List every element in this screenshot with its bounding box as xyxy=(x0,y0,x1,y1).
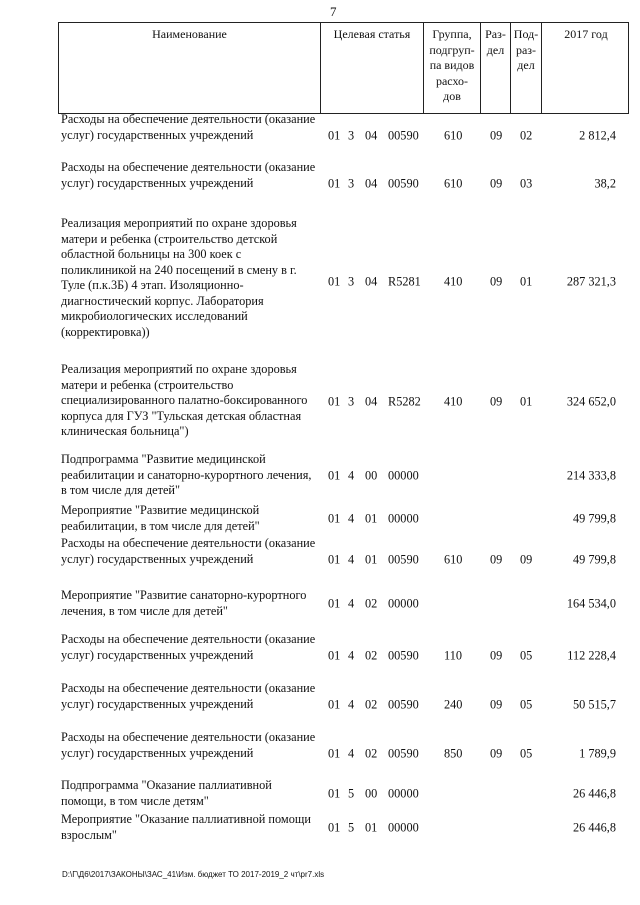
row-d: 00590 xyxy=(388,696,419,711)
row-name: Подпрограмма "Оказание паллиативной помощи, в том числе детям" xyxy=(61,778,272,808)
row-b: 4 xyxy=(348,595,355,610)
page-number: 7 xyxy=(330,4,337,19)
row-a: 01 xyxy=(328,745,341,760)
row-podrazdel: 01 xyxy=(520,394,533,409)
row-b: 3 xyxy=(348,274,355,289)
row-name: Расходы на обеспечение деятельности (оказание услуг) государственных учреждений xyxy=(61,160,316,190)
row-razdel: 09 xyxy=(490,745,503,760)
row-value: 38,2 xyxy=(594,175,616,190)
row-b: 3 xyxy=(348,175,355,190)
row-d: 00000 xyxy=(388,785,419,800)
row-name: Расходы на обеспечение деятельности (оказание услуг) государственных учреждений xyxy=(61,112,316,142)
row-b: 4 xyxy=(348,745,355,760)
table-header xyxy=(58,22,629,114)
row-d: R5282 xyxy=(388,394,421,409)
row-b: 3 xyxy=(348,394,355,409)
header-year: 2017 год xyxy=(564,27,608,41)
row-d: 00000 xyxy=(388,819,419,834)
row-d: 00590 xyxy=(388,647,419,662)
table-row xyxy=(58,216,629,348)
row-name: Мероприятие "Развитие санаторно-курортного лечения, в том числе для детей" xyxy=(61,588,307,618)
file-path-footer: D:\Г\Д6\2017\ЗАКОНЫ\ЗАС_41\Изм. бюджет ТО 2017-2019_2 чт\pr7.xls xyxy=(62,870,325,879)
row-value: 26 446,8 xyxy=(572,819,616,834)
row-value: 26 446,8 xyxy=(572,785,616,800)
row-c: 01 xyxy=(365,510,378,525)
row-c: 04 xyxy=(365,394,378,409)
row-value: 214 333,8 xyxy=(566,467,616,482)
row-group: 610 xyxy=(444,127,463,142)
row-c: 04 xyxy=(365,175,378,190)
row-d: 00000 xyxy=(388,595,419,610)
row-name: Расходы на обеспечение деятельности (оказание услуг) государственных учреждений xyxy=(61,536,316,566)
row-value: 324 652,0 xyxy=(566,394,616,409)
row-podrazdel: 09 xyxy=(520,551,533,566)
row-a: 01 xyxy=(328,127,341,142)
table-row xyxy=(58,632,629,679)
row-name: Расходы на обеспечение деятельности (оказание услуг) государственных учреждений xyxy=(61,681,316,711)
row-name: Подпрограмма "Развитие медицинской реабилитации и санаторно-курортного лечения, в том числе для детей" xyxy=(61,452,312,497)
row-b: 4 xyxy=(348,510,355,525)
row-c: 02 xyxy=(365,595,378,610)
table-row xyxy=(58,778,629,809)
row-c: 01 xyxy=(365,819,378,834)
row-group: 240 xyxy=(444,696,463,711)
row-d: 00590 xyxy=(388,551,419,566)
row-a: 01 xyxy=(328,274,341,289)
row-a: 01 xyxy=(328,696,341,711)
row-c: 04 xyxy=(365,127,378,142)
row-value: 49 799,8 xyxy=(572,551,616,566)
row-name: Мероприятие "Оказание паллиативной помощи взрослым" xyxy=(61,812,311,842)
row-a: 01 xyxy=(328,467,341,482)
row-name: Расходы на обеспечение деятельности (оказание услуг) государственных учреждений xyxy=(61,730,316,760)
row-podrazdel: 02 xyxy=(520,127,533,142)
row-value: 49 799,8 xyxy=(572,510,616,525)
table-row xyxy=(58,160,629,207)
row-razdel: 09 xyxy=(490,274,503,289)
table-row xyxy=(58,588,629,619)
header-name: Наименование xyxy=(59,23,321,113)
row-c: 02 xyxy=(365,647,378,662)
row-d: 00590 xyxy=(388,745,419,760)
row-a: 01 xyxy=(328,595,341,610)
table-row xyxy=(58,362,629,442)
row-name: Мероприятие "Развитие медицинской реабилитации, в том числе для детей" xyxy=(61,503,260,533)
table-row xyxy=(58,536,629,583)
row-razdel: 09 xyxy=(490,551,503,566)
row-razdel: 09 xyxy=(490,394,503,409)
row-d: R5281 xyxy=(388,274,421,289)
table-row xyxy=(58,112,629,159)
row-name: Реализация мероприятий по охране здоровья матери и ребенка (строительство детской областной больницы на 300 коек с поликлиникой на 240 посещений в смену в г. Туле (п.к.3Б) 4 этап. Изоляционно-диагностический корпус. Лаборатория микробиологических исследований (корректировка)) xyxy=(61,216,297,339)
row-group: 410 xyxy=(444,394,463,409)
row-c: 00 xyxy=(365,785,378,800)
row-group: 850 xyxy=(444,745,463,760)
row-value: 164 534,0 xyxy=(566,595,616,610)
header-podrazdel: Под- раз- дел xyxy=(511,23,542,113)
table-row xyxy=(58,452,629,499)
row-group: 410 xyxy=(444,274,463,289)
row-c: 02 xyxy=(365,745,378,760)
row-b: 4 xyxy=(348,696,355,711)
row-a: 01 xyxy=(328,785,341,800)
row-a: 01 xyxy=(328,647,341,662)
row-a: 01 xyxy=(328,175,341,190)
row-razdel: 09 xyxy=(490,647,503,662)
row-name: Расходы на обеспечение деятельности (оказание услуг) государственных учреждений xyxy=(61,632,316,662)
table-row xyxy=(58,503,629,534)
row-value: 287 321,3 xyxy=(566,274,616,289)
table-row xyxy=(58,812,629,843)
table-row xyxy=(58,730,629,777)
row-razdel: 09 xyxy=(490,696,503,711)
row-razdel: 09 xyxy=(490,175,503,190)
row-d: 00590 xyxy=(388,175,419,190)
row-podrazdel: 05 xyxy=(520,696,533,711)
header-target: Целевая статья xyxy=(321,23,424,113)
row-value: 50 515,7 xyxy=(572,696,616,711)
row-c: 00 xyxy=(365,467,378,482)
row-b: 5 xyxy=(348,819,355,834)
row-group: 110 xyxy=(444,647,462,662)
row-name: Реализация мероприятий по охране здоровья матери и ребенка (строительство специализированного палатно-боксированного корпуса для ГУЗ "Тульская детская областная клиническая больница") xyxy=(61,362,308,438)
row-group: 610 xyxy=(444,551,463,566)
row-b: 3 xyxy=(348,127,355,142)
row-d: 00590 xyxy=(388,127,419,142)
row-d: 00000 xyxy=(388,467,419,482)
row-a: 01 xyxy=(328,394,341,409)
table-row xyxy=(58,681,629,728)
row-podrazdel: 01 xyxy=(520,274,533,289)
row-podrazdel: 03 xyxy=(520,175,533,190)
row-c: 02 xyxy=(365,696,378,711)
row-b: 4 xyxy=(348,551,355,566)
row-a: 01 xyxy=(328,510,341,525)
row-b: 5 xyxy=(348,785,355,800)
row-d: 00000 xyxy=(388,510,419,525)
row-c: 01 xyxy=(365,551,378,566)
row-c: 04 xyxy=(365,274,378,289)
row-value: 2 812,4 xyxy=(579,127,616,142)
row-value: 112 228,4 xyxy=(567,647,616,662)
row-group: 610 xyxy=(444,175,463,190)
row-podrazdel: 05 xyxy=(520,647,533,662)
row-podrazdel: 05 xyxy=(520,745,533,760)
row-b: 4 xyxy=(348,467,355,482)
row-b: 4 xyxy=(348,647,355,662)
row-razdel: 09 xyxy=(490,127,503,142)
row-a: 01 xyxy=(328,819,341,834)
header-razdel: Раз- дел xyxy=(481,23,511,113)
row-value: 1 789,9 xyxy=(579,745,616,760)
header-group: Группа, подгруп- па видов расхо- дов xyxy=(424,23,481,113)
row-a: 01 xyxy=(328,551,341,566)
